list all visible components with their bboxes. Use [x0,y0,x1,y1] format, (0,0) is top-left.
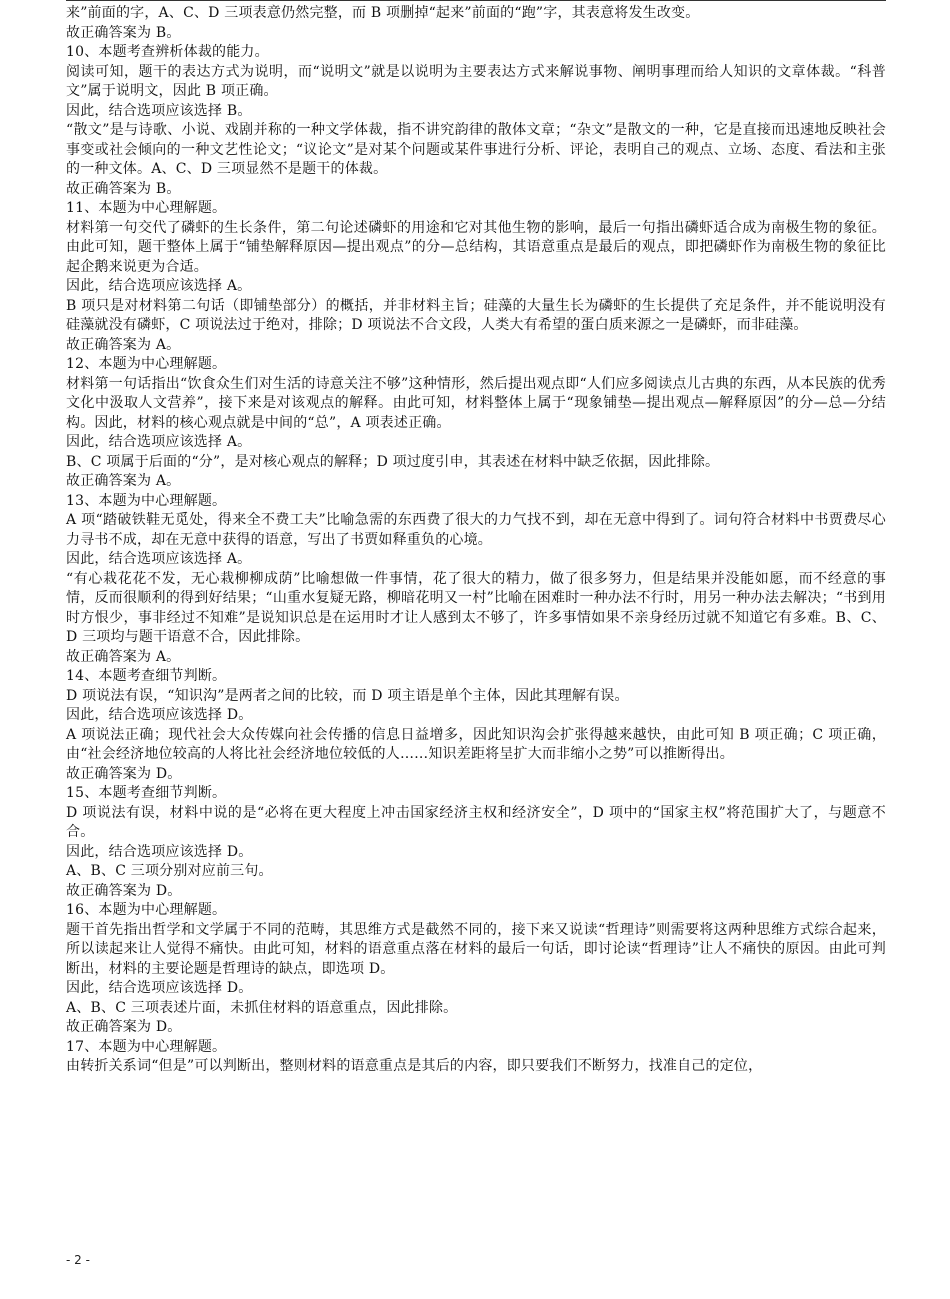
text-line: B 项只是对材料第二句话（即铺垫部分）的概括，并非材料主旨；硅藻的大量生长为磷虾的生长提供了充足条件，并不能说明没有硅藻就没有磷虾，C 项说法过于绝对，排除；D 项说法不合文段，人类大有希望的蛋白质来源之一是磷虾，而非硅藻。 [66,297,886,333]
text-line: D 项说法有误，材料中说的是“必将在更大程度上冲击国家经济主权和经济安全”，D 项中的“国家主权”将范围扩大了，与题意不合。 [66,804,886,840]
text-line: 来”前面的字，A、C、D 三项表意仍然完整，而 B 项删掉“起来”前面的“跑”字，其表意将发生改变。 [66,5,700,21]
question-heading: 12、本题为中心理解题。 [66,356,227,372]
text-line: 故正确答案为 A。 [66,648,181,665]
text-line: “有心栽花花不发，无心栽柳柳成荫”比喻想做一件事情，花了很大的精力，做了很多努力，但是结果并没能如愿，而不经意的事情，反而很顺利的得到好结果；“山重水复疑无路，柳暗花明又一村”比喻在困难时一种办法不行时，用另一种办法去解决；“书到用时方恨少，事非经过不知难”是说知识总是在运用时才让人感到太不够了，许多事情如果不亲身经历过就不知道它有多难。B、C、D 三项均与题干语意不合，因此排除。 [66,570,886,645]
text-line: 故正确答案为 B。 [66,180,181,197]
question-heading: 13、本题为中心理解题。 [66,492,227,509]
text-line: 因此，结合选项应该选择 A。 [66,278,252,294]
question-heading: 10、本题考查辨析体裁的能力。 [66,44,269,60]
text-line: A 项“踏破铁鞋无觅处，得来全不费工夫”比喻急需的东西费了很大的力气找不到，却在无意中得到了。词句符合材料中书贾费尽心力寻书不成，却在无意中获得的语意，写出了书贾如释重负的心境。 [66,512,886,548]
question-heading: 17、本题为中心理解题。 [66,1038,227,1055]
text-line: “散文”是与诗歌、小说、戏剧并称的一种文学体裁，指不讲究韵律的散体文章；“杂文”是散文的一种，它是直接而迅速地反映社会事变或社会倾向的一种文艺性论文；“议论文”是对某个问题或某件事进行分析、评论，表明自己的观点、立场、态度、看法和主张的一种文体。A、C、D 三项显然不是题干的体裁。 [66,122,886,177]
text-line: 材料第一句交代了磷虾的生长条件，第二句论述磷虾的用途和它对其他生物的影响，最后一句指出磷虾适合成为南极生物的象征。由此可知，题干整体上属于“铺垫解释原因—提出观点”的分—总结构，其语意重点是最后的观点，即把磷虾作为南极生物的象征比起企鹅来说更为合适。 [66,219,886,275]
text-line: 故正确答案为 D。 [66,1019,182,1035]
text-line: 故正确答案为 B。 [66,24,181,41]
text-line: A、B、C 三项表述片面，未抓住材料的语意重点，因此排除。 [66,999,458,1016]
text-line: A 项说法正确；现代社会大众传媒向社会传播的信息日益增多，因此知识沟会扩张得越来越快，由此可知 B 项正确；C 项正确，由“社会经济地位较高的人将比社会经济地位较低的人……知识差距将呈扩大而非缩小之势”可以推断得出。 [66,726,886,762]
text-line: 因此，结合选项应该选择 B。 [66,102,252,119]
text-line: 由转折关系词“但是”可以判断出，整则材料的语意重点是其后的内容，即只要我们不断努力，找准自己的定位， [66,1058,763,1074]
text-line: 因此，结合选项应该选择 D。 [66,980,253,996]
text-line: 故正确答案为 A。 [66,336,181,353]
top-rule [66,0,886,1]
text-line: 故正确答案为 A。 [66,473,181,489]
document-body [66,4,886,1077]
text-line: 因此，结合选项应该选择 D。 [66,707,253,723]
text-line: 因此，结合选项应该选择 A。 [66,434,252,450]
text-line: 因此，结合选项应该选择 A。 [66,551,252,567]
text-line: 因此，结合选项应该选择 D。 [66,843,253,860]
text-line: B、C 项属于后面的“分”，是对核心观点的解释；D 项过度引申，其表述在材料中缺乏依据，因此排除。 [66,453,720,470]
question-heading: 16、本题为中心理解题。 [66,902,227,918]
text-line: 题干首先指出哲学和文学属于不同的范畴，其思维方式是截然不同的，接下来又说读“哲理诗”则需要将这两种思维方式综合起来，所以读起来让人觉得不痛快。由此可知，材料的语意重点落在材料的最后一句话，即讨论读“哲理诗”让人不痛快的原因。由此可判断出，材料的主要论题是哲理诗的缺点，即选项 D。 [66,921,886,977]
question-heading: 11、本题为中心理解题。 [66,200,227,216]
text-line: 故正确答案为 D。 [66,882,182,899]
text-line: 故正确答案为 D。 [66,765,182,782]
text-line: 材料第一句话指出“饮食众生们对生活的诗意关注不够”这种情形，然后提出观点即“人们应多阅读点儿古典的东西，从本民族的优秀文化中汲取人文营养”，接下来是对该观点的解释。由此可知，材料整体上属于“现象铺垫—提出观点—解释原因”的分—总—分结构。因此，材料的核心观点就是中间的“总”，A 项表述正确。 [66,375,886,431]
text-line: 阅读可知，题干的表达方式为说明，而“说明文”就是以说明为主要表达方式来解说事物、阐明事理而给人知识的文章体裁。“科普文”属于说明文，因此 B 项正确。 [66,63,886,99]
question-heading: 15、本题考查细节判断。 [66,785,227,801]
text-line: A、B、C 三项分别对应前三句。 [66,863,273,879]
page-number: - 2 - [66,1253,90,1267]
question-heading: 14、本题考查细节判断。 [66,668,227,684]
text-line: D 项说法有误，“知识沟”是两者之间的比较，而 D 项主语是单个主体，因此其理解有误。 [66,687,629,704]
